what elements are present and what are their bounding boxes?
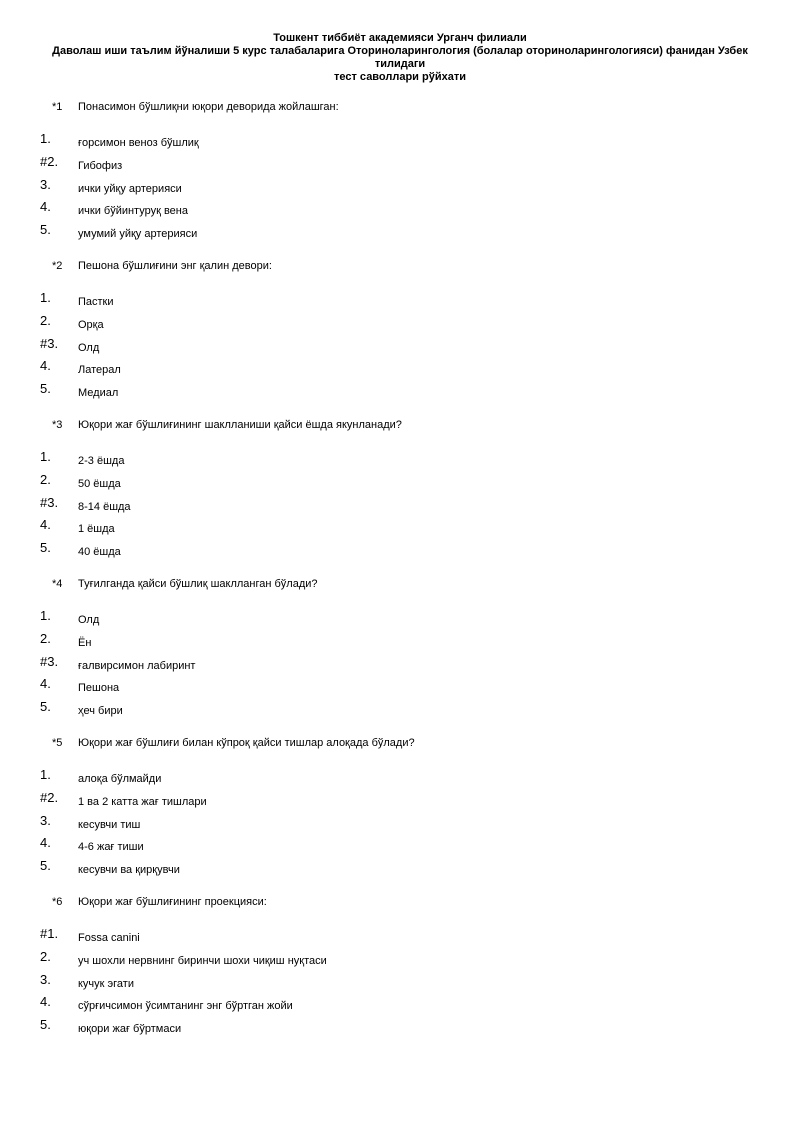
answer-option-number: 1. [40,289,51,305]
answer-option-number: 4. [40,835,51,851]
answer-option-number: 5. [40,1017,51,1033]
answer-option-number: 5. [40,222,51,238]
answer-option [0,814,800,837]
answer-option [0,677,800,700]
answer-option-text: Орқа [78,318,104,331]
answer-option [0,700,800,723]
question-row [0,418,800,441]
answer-option [0,927,800,950]
question-list [0,100,800,1054]
answer-option-number: 3. [40,176,51,192]
question-text: Юқори жағ бўшлиғининг проекцияси: [78,895,267,908]
question-number: *6 [52,895,63,908]
answer-option [0,382,800,405]
question-number: *2 [52,259,63,272]
answer-option-number: #2. [40,153,59,169]
answer-option [0,791,800,814]
answer-option-text: Олд [78,341,100,354]
answer-option-text: Латерал [78,364,121,377]
answer-option-text: ҳеч бири [78,705,123,718]
answer-option-number: 4. [40,994,51,1010]
header-institution: Тошкент тиббиёт академияси Урганч филиали [273,32,527,44]
question-text: Туғилганда қайси бўшлиқ шаклланган бўлади? [78,577,318,590]
question-text: Пешона бўшлиғини энг қалин девори: [78,259,272,272]
answer-option [0,132,800,155]
answer-option-text: 50 ёшда [78,477,121,490]
answer-option-number: 4. [40,199,51,215]
answer-option [0,200,800,223]
answer-option-number: 5. [40,858,51,874]
answer-option-text: умумий уйқу артерияси [78,228,198,241]
answer-option-number: #3. [40,653,59,669]
answer-option-text: Ён [78,636,92,649]
answer-option [0,291,800,314]
answer-option [0,609,800,632]
answer-option [0,1018,800,1041]
answer-option [0,155,800,178]
answer-option [0,950,800,973]
question-number: *1 [52,101,63,113]
question-row [0,577,800,600]
answer-option [0,337,800,360]
answer-option-number: 1. [40,448,51,464]
answer-option [0,768,800,791]
answer-option-number: 2. [40,471,51,487]
answer-option-number: 4. [40,517,51,533]
answer-option-number: 4. [40,676,51,692]
answer-option-number: 3. [40,812,51,828]
answer-option-number: 5. [40,540,51,556]
answer-option [0,450,800,473]
answer-option [0,859,800,882]
answer-option-text: кесувчи ва қирқувчи [78,864,180,877]
answer-option-text: Гибофиз [78,159,123,172]
answer-option-text: 8-14 ёшда [78,500,131,513]
answer-option-number: #1. [40,925,59,941]
header-course-description: Даволаш иши таълим йўналиши 5 курс талабаларига Оториноларингология (болалар оториноларингологияси) фанидан Узбек тилидаги [52,45,748,70]
answer-option-number: 2. [40,312,51,328]
answer-option-number: 2. [40,948,51,964]
question-block [0,259,800,405]
answer-option-number: 1. [40,607,51,623]
answer-option-text: сўрғичсимон ўсимтанинг энг бўртган жойи [78,1000,293,1013]
answer-option-text: ички уйқу артерияси [78,182,182,195]
answer-option-text: 1 ёшда [78,523,115,536]
answer-option-text: 40 ёшда [78,546,121,559]
answer-option-text: Олд [78,613,100,626]
answer-option-text: уч шохли нервнинг биринчи шохи чиқиш нуқтаси [78,954,327,967]
answer-option-number: #2. [40,789,59,805]
answer-option-number: 5. [40,381,51,397]
question-number: *5 [52,736,63,749]
answer-option-number: 2. [40,630,51,646]
answer-option [0,473,800,496]
answer-option-text: юқори жағ бўртмаси [78,1023,182,1036]
answer-option-text: ғалвирсимон лабиринт [78,659,196,672]
answer-option-text: кучук эгати [78,977,134,990]
question-number: *4 [52,577,63,590]
answer-option-number: 5. [40,699,51,715]
answer-option-text: 4-6 жағ тиши [78,841,144,854]
answer-option-number: 4. [40,358,51,374]
answer-option [0,541,800,564]
answer-option [0,518,800,541]
question-block [0,895,800,1041]
question-number: *3 [52,418,63,431]
question-row [0,259,800,282]
header-list-title: тест саволлари рўйхати [334,71,466,83]
question-block [0,736,800,882]
answer-option-number: 3. [40,971,51,987]
answer-option-text: Пешона [78,682,120,695]
answer-option-text: ғорсимон веноз бўшлиқ [78,137,199,149]
answer-option [0,178,800,201]
answer-option [0,632,800,655]
answer-option-text: 1 ва 2 катта жағ тишлари [78,795,207,808]
answer-option-text: алоқа бўлмайди [78,772,162,785]
answer-option-text: Пастки [78,295,114,308]
answer-option [0,223,800,246]
question-block [0,100,800,246]
answer-option [0,359,800,382]
answer-option-number: 1. [40,131,51,146]
question-row [0,736,800,759]
answer-option-number: #3. [40,494,59,510]
answer-option-number: #3. [40,335,59,351]
answer-option-text: Медиал [78,387,119,400]
answer-option [0,995,800,1018]
answer-option [0,836,800,859]
answer-option-number: 1. [40,766,51,782]
answer-option [0,496,800,519]
question-text: Юқори жағ бўшлиғининг шаклланиши қайси ёшда якунланади? [78,418,402,431]
question-text: Юқори жағ бўшлиғи билан кўпроқ қайси тишлар алоқада бўлади? [78,736,415,749]
answer-option [0,973,800,996]
question-block [0,418,800,564]
question-block [0,577,800,723]
answer-option [0,655,800,678]
answer-option-text: 2-3 ёшда [78,454,125,467]
answer-option-text: ички бўйинтуруқ вена [78,205,188,218]
answer-option-text: кесувчи тиш [78,818,141,831]
question-row [0,895,800,918]
answer-option [0,314,800,337]
document-header [40,32,760,84]
question-row [0,100,800,123]
answer-option-text: Fossa canini [78,931,140,944]
question-text: Понасимон бўшлиқни юқори деворида жойлашган: [78,101,339,113]
